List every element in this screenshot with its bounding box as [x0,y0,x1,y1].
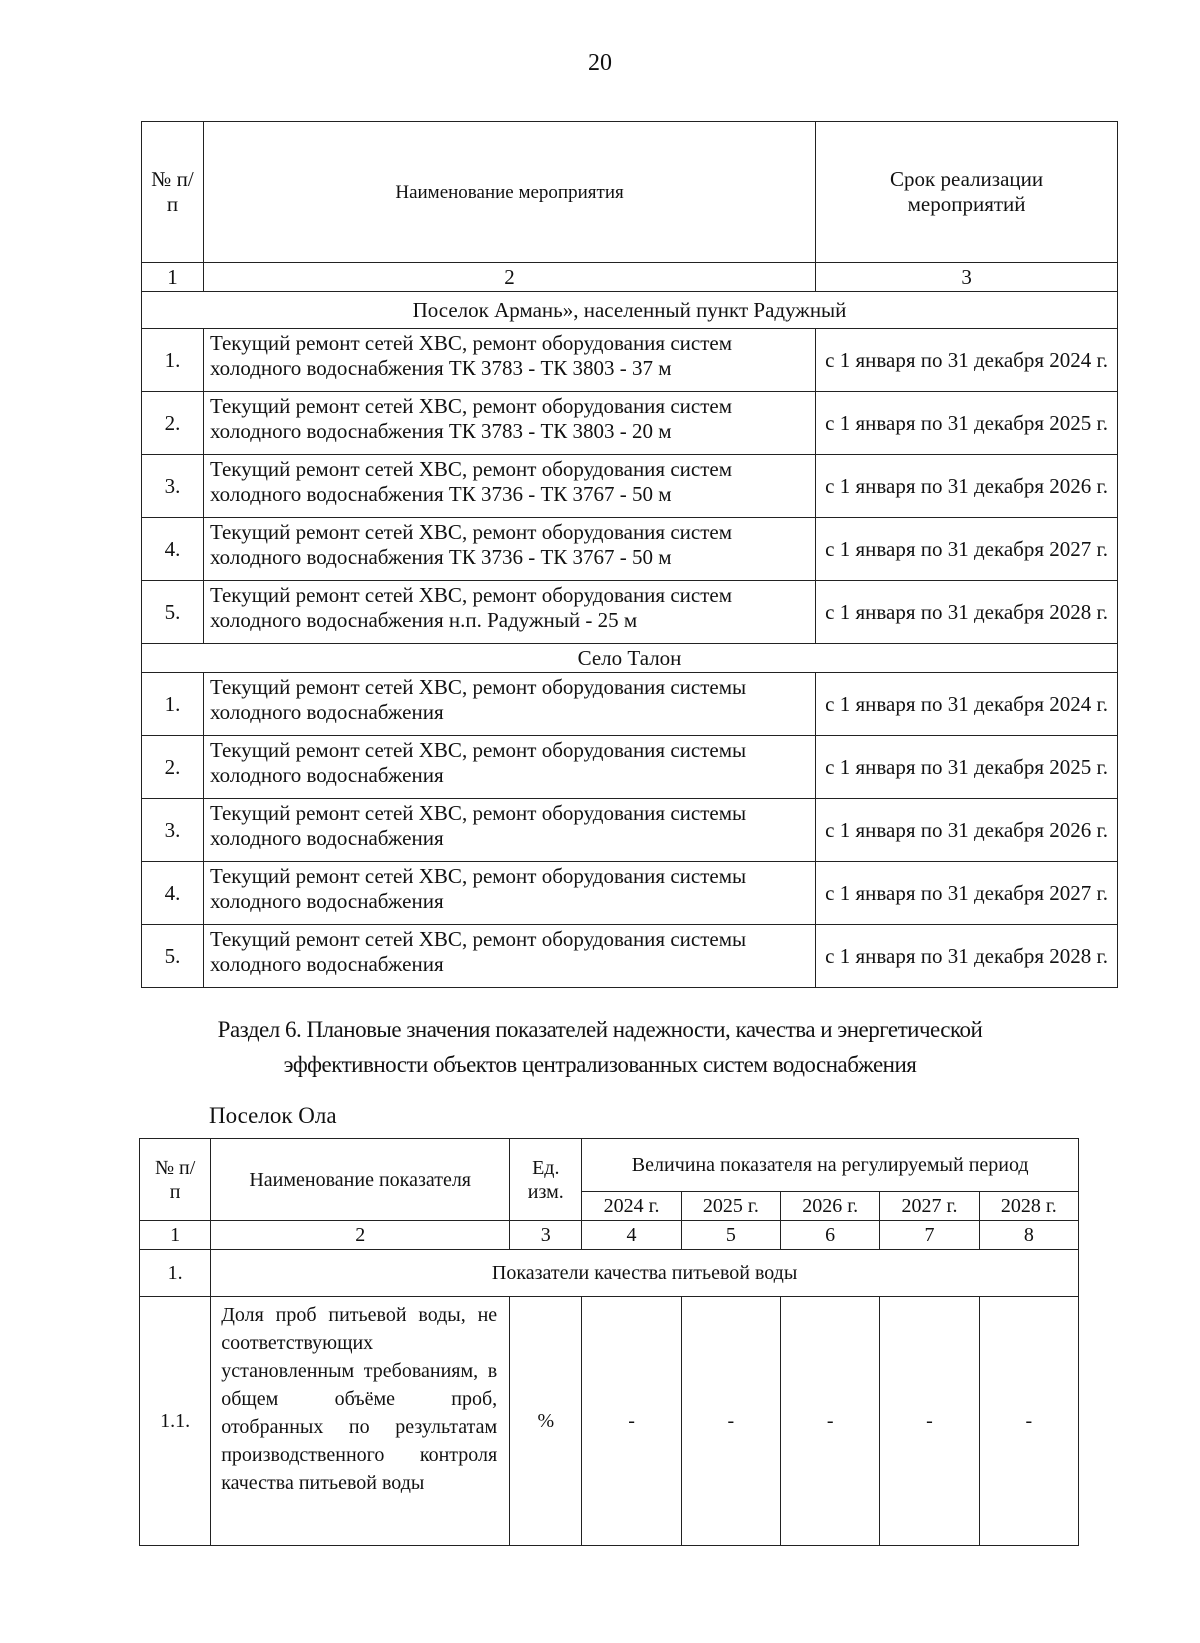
measure-term: с 1 января по 31 декабря 2024 г. [816,673,1118,736]
indicator-value: - [582,1297,681,1546]
table-header-row [140,1139,1079,1192]
measure-name: Текущий ремонт сетей ХВС, ремонт оборудования системы холодного водоснабжения [203,799,815,862]
indicator-number: 1.1. [140,1297,211,1546]
indicator-value: - [681,1297,780,1546]
column-index: 3 [816,263,1118,292]
page-number: 20 [588,50,612,76]
year-header: 2026 г. [781,1192,880,1221]
table-row [142,392,1118,455]
section-6-title [140,1012,1060,1082]
column-index: 4 [582,1221,681,1250]
row-number: 3. [142,455,204,518]
measure-term: с 1 января по 31 декабря 2027 г. [816,518,1118,581]
measure-name: Текущий ремонт сетей ХВС, ремонт оборудования системы холодного водоснабжения [203,925,815,988]
column-index: 6 [781,1221,880,1250]
measure-term: с 1 января по 31 декабря 2028 г. [816,581,1118,644]
indicator-value: - [979,1297,1078,1546]
indicators-table [139,1138,1079,1546]
table-row [142,925,1118,988]
table-row [142,329,1118,392]
section-row [142,292,1118,329]
table-row [142,673,1118,736]
row-number: 5. [142,581,204,644]
header-number: № п/п [142,122,204,263]
row-number: 2. [142,392,204,455]
group-row [140,1250,1079,1297]
section-row [142,644,1118,673]
group-title: Показатели качества питьевой воды [211,1250,1079,1297]
table-row [142,799,1118,862]
indicator-value: - [781,1297,880,1546]
header-value-period: Величина показателя на регулируемый период [582,1139,1079,1192]
year-header: 2028 г. [979,1192,1078,1221]
year-header: 2025 г. [681,1192,780,1221]
section-title: Село Талон [142,644,1118,673]
table-row [142,736,1118,799]
measure-term: с 1 января по 31 декабря 2027 г. [816,862,1118,925]
row-number: 4. [142,518,204,581]
table-header-row [142,122,1118,263]
section-title: Поселок Армань», населенный пункт Радужный [142,292,1118,329]
row-number: 2. [142,736,204,799]
measure-name: Текущий ремонт сетей ХВС, ремонт оборудования систем холодного водоснабжения н.п. Радужный - 25 м [203,581,815,644]
row-number: 4. [142,862,204,925]
column-index-row [142,263,1118,292]
column-index-row [140,1221,1079,1250]
section-6-title-line1: Раздел 6. Плановые значения показателей надежности, качества и энергетической [217,1017,983,1042]
column-index: 2 [211,1221,510,1250]
measure-name: Текущий ремонт сетей ХВС, ремонт оборудования систем холодного водоснабжения ТК 3783 - ТК 3803 - 37 м [203,329,815,392]
measure-name: Текущий ремонт сетей ХВС, ремонт оборудования систем холодного водоснабжения ТК 3736 - ТК 3767 - 50 м [203,455,815,518]
table-row [142,518,1118,581]
year-header: 2024 г. [582,1192,681,1221]
measure-term: с 1 января по 31 декабря 2025 г. [816,736,1118,799]
header-measure-name: Наименование мероприятия [203,122,815,263]
column-index: 3 [510,1221,582,1250]
header-unit: Ед. изм. [510,1139,582,1221]
measure-name: Текущий ремонт сетей ХВС, ремонт оборудования системы холодного водоснабжения [203,673,815,736]
column-index: 1 [140,1221,211,1250]
indicator-name: Доля проб питьевой воды, не соответствующих установленным требованиям, в общем объёме проб, отобранных по результатам производственного контроля качества питьевой воды [211,1297,510,1546]
header-term: Срок реализации мероприятий [816,122,1118,263]
row-number: 3. [142,799,204,862]
column-index: 1 [142,263,204,292]
settlement-subheading: Поселок Ола [209,1103,337,1128]
indicator-unit: % [510,1297,582,1546]
measure-term: с 1 января по 31 декабря 2026 г. [816,799,1118,862]
column-index: 2 [203,263,815,292]
table-row [140,1297,1079,1546]
measure-term: с 1 января по 31 декабря 2025 г. [816,392,1118,455]
measure-name: Текущий ремонт сетей ХВС, ремонт оборудования систем холодного водоснабжения ТК 3783 - ТК 3803 - 20 м [203,392,815,455]
table-row [142,455,1118,518]
year-header: 2027 г. [880,1192,979,1221]
measure-term: с 1 января по 31 декабря 2026 г. [816,455,1118,518]
row-number: 5. [142,925,204,988]
column-index: 5 [681,1221,780,1250]
measure-term: с 1 января по 31 декабря 2028 г. [816,925,1118,988]
table-row [142,862,1118,925]
row-number: 1. [142,673,204,736]
column-index: 8 [979,1221,1078,1250]
table-row [142,581,1118,644]
section-6-title-line2: эффективности объектов централизованных систем водоснабжения [283,1052,917,1077]
row-number: 1. [142,329,204,392]
group-number: 1. [140,1250,211,1297]
measure-name: Текущий ремонт сетей ХВС, ремонт оборудования систем холодного водоснабжения ТК 3736 - ТК 3767 - 50 м [203,518,815,581]
measure-name: Текущий ремонт сетей ХВС, ремонт оборудования системы холодного водоснабжения [203,862,815,925]
indicator-value: - [880,1297,979,1546]
measures-table [141,121,1118,988]
header-number: № п/п [140,1139,211,1221]
measure-name: Текущий ремонт сетей ХВС, ремонт оборудования системы холодного водоснабжения [203,736,815,799]
header-indicator-name: Наименование показателя [211,1139,510,1221]
measure-term: с 1 января по 31 декабря 2024 г. [816,329,1118,392]
column-index: 7 [880,1221,979,1250]
